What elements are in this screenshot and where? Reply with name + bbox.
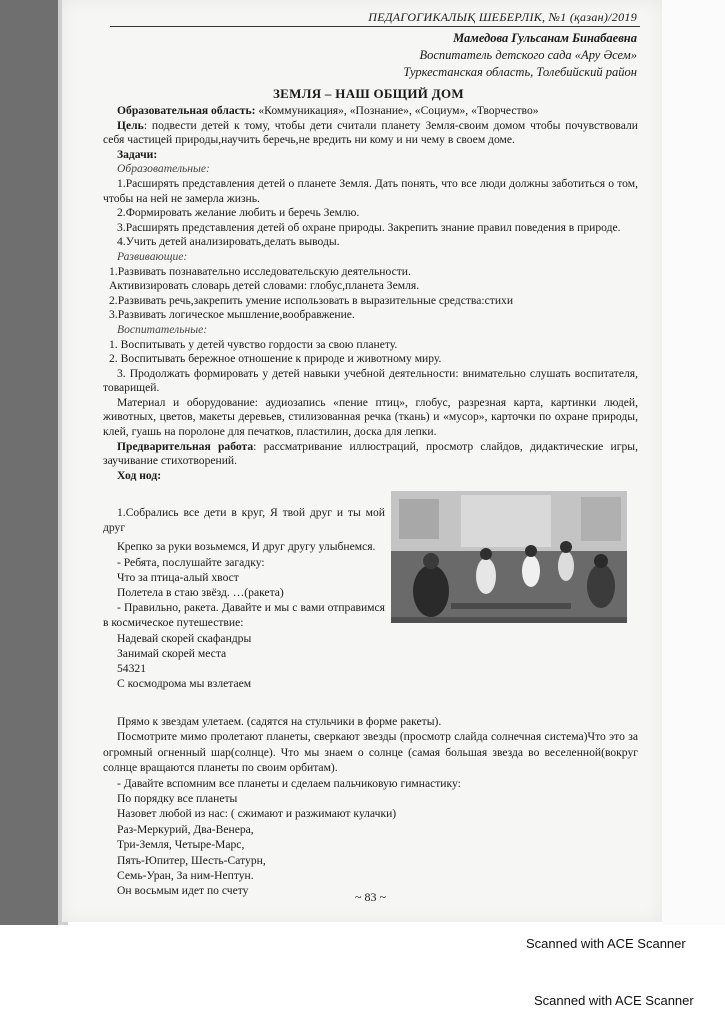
tasks-label: Задачи: (117, 147, 158, 161)
lower-line-6: Раз-Меркурий, Два-Венера, (117, 822, 254, 836)
scan-left-shadow (0, 0, 58, 925)
prep-label: Предварительная работа (117, 439, 254, 453)
page-number: ~ 83 ~ (355, 890, 386, 904)
scanner-watermark-2: Scanned with ACE Scanner (534, 993, 694, 1008)
author-block (403, 30, 637, 81)
article-body (103, 104, 638, 483)
edu-item-1: 1.Расширять представления детей о планете Земля. Дать понять, что все люди должны заботиться о том, чтобы на ней не замерла жизнь. (103, 176, 638, 205)
author-position: Воспитатель детского сада «Ару Әсем» (419, 48, 637, 62)
dev-item-1: 1.Развивать познавательно исследовательскую деятельности. (109, 264, 411, 278)
materials: Материал и оборудование: аудиозапись «пение птиц», глобус, разрезная карта, картинки людей, животных, цветов, макеты деревьев, стилизованная речка (ткань) и «мусор», карточки по охране природы, клей, гуашь на поролоне для печатков, пластилин, доска для лепки. (103, 395, 638, 439)
edu-item-3: 3.Расширять представления детей об охране природы. Закрепить знание правил поведения в природе. (117, 220, 621, 234)
lower-line-8: Пять-Юпитер, Шесть-Сатурн, (117, 853, 266, 867)
flow-line-10: С космодрома мы взлетаем (117, 677, 252, 691)
flow-line-5: Полетела в стаю звёзд. …(ракета) (117, 586, 284, 600)
dev-item-1b: Активизировать словарь детей словами: глобус,планета Земля. (109, 279, 420, 293)
lower-line-4: По порядку все планеты (117, 792, 238, 806)
lower-line-7: Три-Земля, Четыре-Марс, (117, 838, 245, 852)
flow-line-8: Занимай скорей места (117, 646, 227, 660)
flow-line-6: - Правильно, ракета. Давайте и мы с вами отправимся в космическое путешествие: (103, 601, 385, 630)
up-item-1: 1. Воспитывать у детей чувство гордости за свою планету. (109, 337, 398, 351)
course-label: Ход нод: (117, 468, 162, 482)
scanner-watermark-1: Scanned with ACE Scanner (526, 936, 686, 951)
edu-item-4: 4.Учить детей анализировать,делать выводы. (117, 235, 340, 249)
lower-line-3: - Давайте вспомним все планеты и сделаем пальчиковую гимнастику: (117, 776, 461, 790)
lower-line-5: Назовет любой из нас: ( сжимают и разжимают кулачки) (117, 807, 397, 821)
area-label: Образовательная область: (117, 104, 256, 117)
up-label: Воспитательные: (117, 322, 208, 336)
edu-label: Образовательные: (117, 162, 210, 176)
lesson-lower-text (103, 714, 638, 899)
goal-label: Цель (117, 118, 144, 132)
lower-line-9: Семь-Уран, За ним-Нептун. (117, 869, 254, 883)
prep-text: : рассматривание иллюстраций, просмотр слайдов, дидактические игры, заучивание стихотворений. (103, 439, 638, 468)
header-rule (110, 26, 640, 27)
flow-line-9: 54321 (117, 662, 146, 676)
scan-right-margin (662, 0, 725, 925)
dev-label: Развивающие: (117, 249, 188, 263)
flow-line-7: Надевай скорей скафандры (117, 631, 252, 645)
classroom-photo (391, 491, 627, 623)
article-title: ЗЕМЛЯ – НАШ ОБЩИЙ ДОМ (273, 86, 464, 101)
classroom-photo-image (391, 491, 627, 623)
flow-line-1: 1.Собрались все дети в круг, Я твой друг и ты мой друг (103, 506, 385, 535)
lower-line-10: Он восьмым идет по счету (117, 884, 249, 898)
author-location: Туркестанская область, Толебийский район (403, 65, 637, 79)
goal-text: : подвести детей к тому, чтобы дети считали планету Земля-своим домом чтобы почувствовали себя частицей природы,научить беречь,не вредить ни кому и ни чему в своем доме. (103, 118, 638, 147)
flow-line-3: - Ребята, послушайте загадку: (117, 555, 265, 569)
area-text: «Коммуникация», «Познание», «Социум», «Творчество» (255, 104, 539, 117)
author-name: Мамедова Гульсанам Бинабаевна (453, 31, 637, 45)
journal-header: ПЕДАГОГИКАЛЫҚ ШЕБЕРЛІК, №1 (қазан)/2019 (368, 10, 637, 24)
flow-line-2: Крепко за руки возьмемся, И друг другу улыбнемся. (117, 540, 376, 554)
dev-item-3: 3.Развивать логическое мышление,вообравжение. (109, 308, 355, 322)
lower-line-2: Посмотрите мимо пролетают планеты, сверкают звезды (просмотр слайда солнечная система)Что это за огромный огненный шар(солнце). Что мы знаем о солнце (самая большая звезда во веселенной(вокруг солнце вращаются планеты по своим орбитам). (103, 730, 638, 775)
flow-line-4: Что за птица-алый хвост (117, 570, 239, 584)
dev-item-2: 2.Развивать речь,закрепить умение использовать в выразительные средства:стихи (109, 293, 514, 307)
lower-line-1: Прямо к звездам улетаем. (садятся на стульчики в форме ракеты). (117, 715, 442, 728)
lesson-flow-column (103, 505, 385, 691)
up-item-2: 2. Воспитывать бережное отношение к природе и животному миру. (109, 352, 442, 366)
edu-item-2: 2.Формировать желание любить и беречь Землю. (117, 206, 360, 220)
up-item-3: 3. Продолжать формировать у детей навыки учебной деятельности: внимательно слушать воспитателя, товарищей. (103, 366, 638, 395)
